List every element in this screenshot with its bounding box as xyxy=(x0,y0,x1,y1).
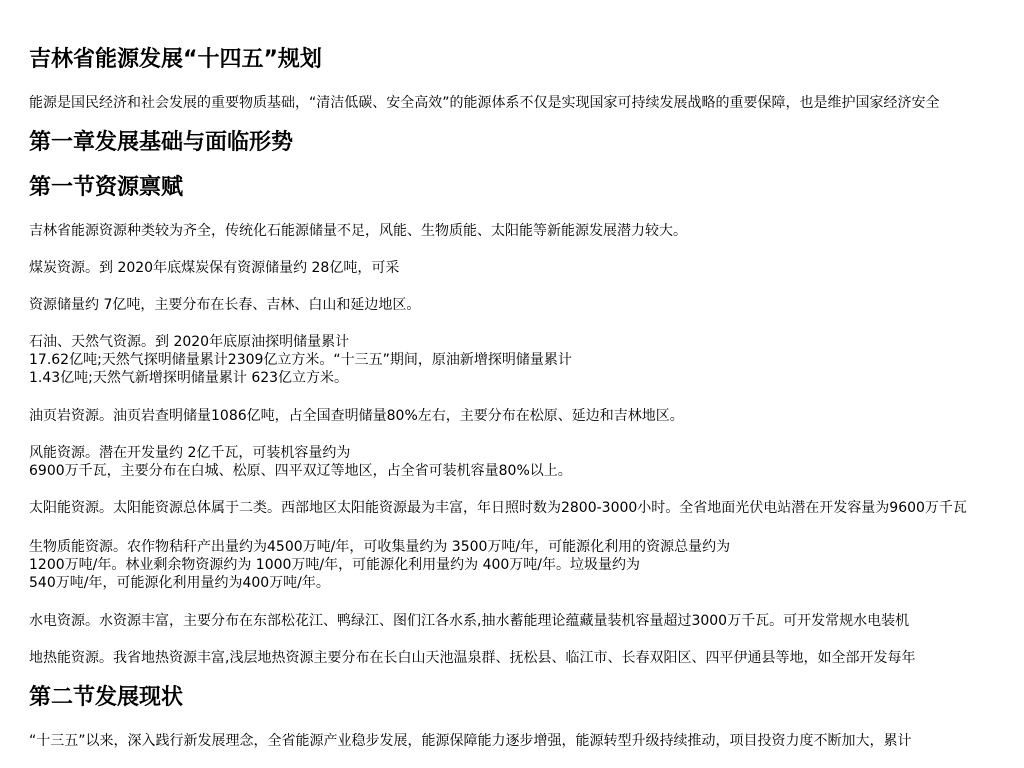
oil-gas-paragraph xyxy=(29,333,572,387)
biomass-line: 生物质能资源。农作物秸秆产出量约为4500万吨/年，可收集量约为 3500万吨/年，可能源化利用的资源总量约为 xyxy=(29,539,731,555)
oil-gas-line: 石油、天然气资源。到 2020年底原油探明储量累计 xyxy=(29,334,350,350)
coal-paragraph-2: 资源储量约 7亿吨，主要分布在长春、吉林、白山和延边地区。 xyxy=(29,297,421,313)
wind-paragraph xyxy=(29,444,572,480)
coal-paragraph-1: 煤炭资源。到 2020年底煤炭保有资源储量约 28亿吨，可采 xyxy=(29,260,400,276)
wind-line: 风能资源。潜在开发量约 2亿千瓦，可装机容量约为 xyxy=(29,445,351,461)
overview-paragraph: 吉林省能源资源种类较为齐全，传统化石能源储量不足，风能、生物质能、太阳能等新能源发展潜力较大。 xyxy=(29,223,687,239)
document-title: 吉林省能源发展“十四五”规划 xyxy=(29,47,322,72)
wind-line: 6900万千瓦，主要分布在白城、松原、四平双辽等地区，占全省可装机容量80%以上。 xyxy=(29,463,572,479)
biomass-line: 1200万吨/年。林业剩余物资源约为 1000万吨/年，可能源化利用量约为 400万吨/年。垃圾量约为 xyxy=(29,557,641,573)
biomass-paragraph xyxy=(29,538,730,592)
chapter-1-heading: 第一章发展基础与面临形势 xyxy=(29,130,294,155)
section-1-heading: 第一节资源禀赋 xyxy=(29,175,184,200)
geothermal-paragraph: 地热能资源。我省地热资源丰富,浅层地热资源主要分布在长白山天池温泉群、抚松县、临江市、长春双阳区、四平伊通县等地，如全部开发每年 xyxy=(29,650,916,666)
document-page xyxy=(29,0,1024,768)
section-2-heading: 第二节发展现状 xyxy=(29,685,184,710)
solar-paragraph: 太阳能资源。太阳能资源总体属于二类。西部地区太阳能资源最为丰富，年日照时数为2800-3000小时。全省地面光伏电站潜在开发容量为9600万千瓦 xyxy=(29,500,967,516)
status-paragraph: “十三五”以来，深入践行新发展理念，全省能源产业稳步发展，能源保障能力逐步增强，能源转型升级持续推动，项目投资力度不断加大，累计 xyxy=(29,733,912,749)
oil-gas-line: 1.43亿吨;天然气新增探明储量累计 623亿立方米。 xyxy=(29,370,349,386)
biomass-line: 540万吨/年，可能源化利用量约为400万吨/年。 xyxy=(29,575,330,591)
hydro-paragraph: 水电资源。水资源丰富，主要分布在东部松花江、鸭绿江、图们江各水系,抽水蓄能理论蕴藏量装机容量超过3000万千瓦。可开发常规水电装机 xyxy=(29,613,910,629)
oil-gas-line: 17.62亿吨;天然气探明储量累计2309亿立方米。“十三五”期间，原油新增探明储量累计 xyxy=(29,352,572,368)
intro-paragraph: 能源是国民经济和社会发展的重要物质基础，“清洁低碳、安全高效”的能源体系不仅是实现国家可持续发展战略的重要保障，也是维护国家经济安全 xyxy=(29,95,940,111)
oil-shale-paragraph: 油页岩资源。油页岩查明储量1086亿吨，占全国查明储量80%左右，主要分布在松原、延边和吉林地区。 xyxy=(29,408,684,424)
